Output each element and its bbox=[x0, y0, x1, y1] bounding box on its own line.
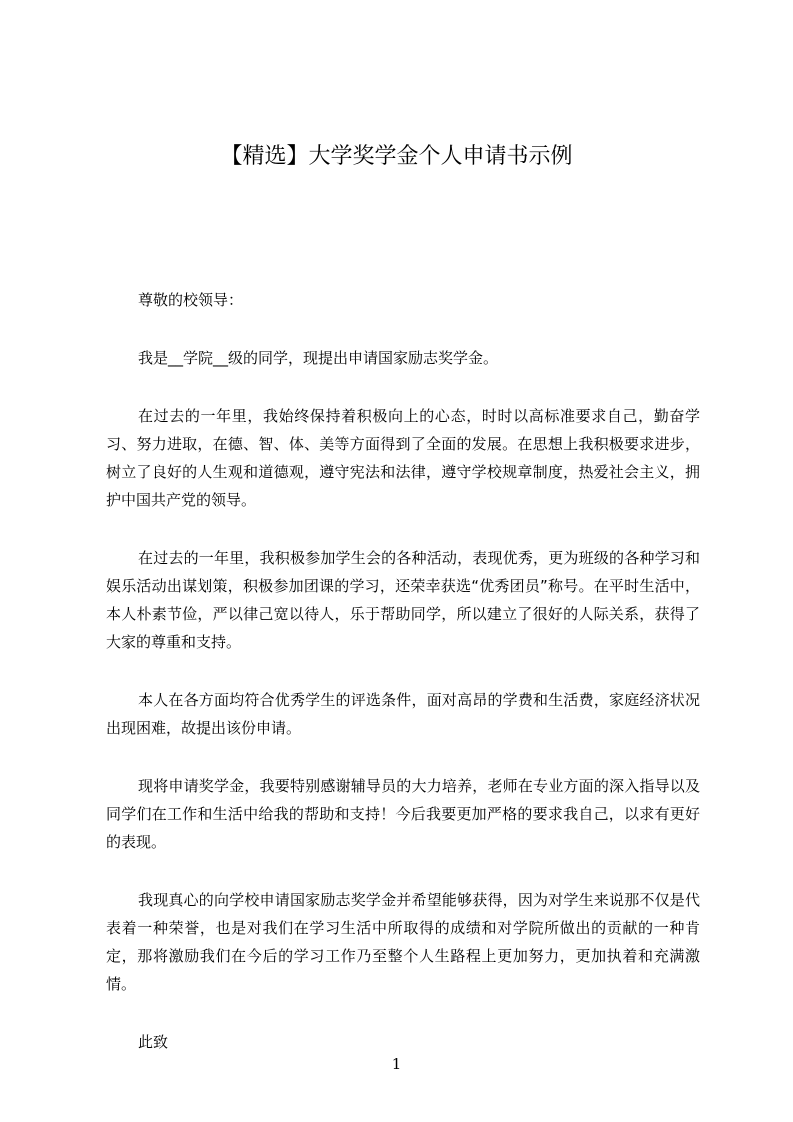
body-paragraph: 在过去的一年里，我积极参加学生会的各种活动，表现优秀，更为班级的各种学习和娱乐活动出谋划策，积极参加团课的学习，还荣幸获选“优秀团员”称号。在平时生活中，本人朴素节俭，严以律己宽以待人，乐于帮助同学，所以建立了很好的人际关系，获得了大家的尊重和支持。 bbox=[106, 549, 700, 651]
page-title: 【精选】大学奖学金个人申请书示例 bbox=[220, 144, 573, 169]
page-number: 1 bbox=[391, 1055, 402, 1073]
body-paragraph: 本人在各方面均符合优秀学生的评选条件，面对高昂的学费和生活费，家庭经济状况出现困难，故提出该份申请。 bbox=[106, 691, 700, 737]
document-body bbox=[106, 286, 700, 1056]
body-paragraph: 在过去的一年里，我始终保持着积极向上的心态，时时以高标准要求自己，勤奋学习、努力进取，在德、智、体、美等方面得到了全面的发展。在思想上我积极要求进步，树立了良好的人生观和道德观，遵守宪法和法律，遵守学校规章制度，热爱社会主义，拥护中国共产党的领导。 bbox=[106, 407, 700, 509]
intro-paragraph: 我是__学院__级的同学，现提出申请国家励志奖学金。 bbox=[138, 349, 499, 367]
body-paragraph: 我现真心的向学校申请国家励志奖学金并希望能够获得，因为对学生来说那不仅是代表着一种荣誉，也是对我们在学习生活中所取得的成绩和对学院所做出的贡献的一种肯定，那将激励我们在今后的学习工作乃至整个人生路程上更加努力，更加执着和充满激情。 bbox=[106, 891, 700, 993]
salutation: 尊敬的校领导： bbox=[138, 291, 244, 309]
closing-line: 此致 bbox=[138, 1033, 169, 1051]
body-paragraph: 现将申请奖学金，我要特别感谢辅导员的大力培养，老师在专业方面的深入指导以及同学们在工作和生活中给我的帮助和支持！今后我要更加严格的要求我自己，以求有更好的表现。 bbox=[106, 777, 700, 851]
